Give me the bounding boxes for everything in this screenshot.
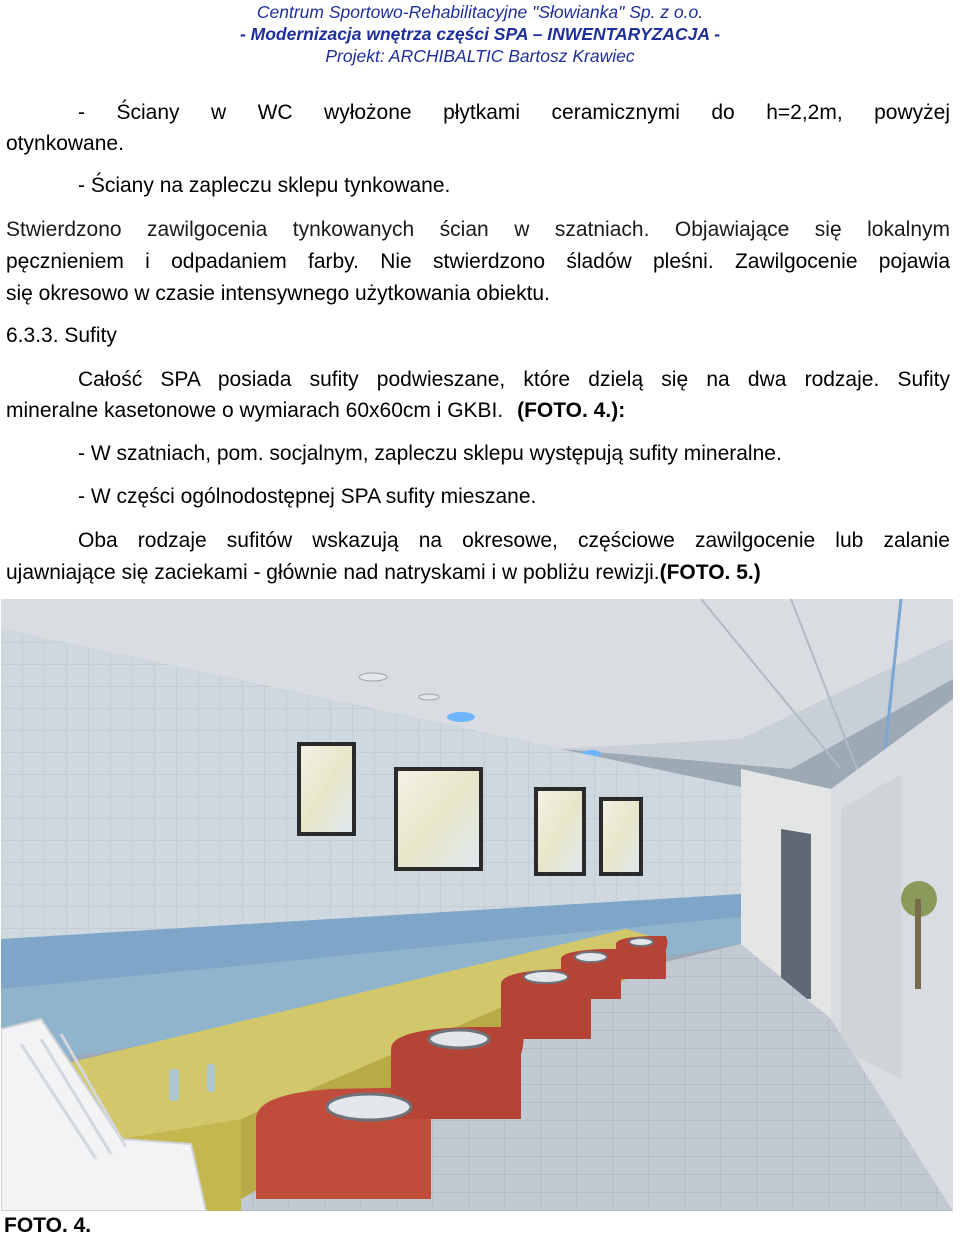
paragraph-ceilings-line1: Całość SPA posiada sufity podwieszane, które dzielą się na dwa rodzaje. Sufity bbox=[78, 368, 950, 391]
photo-spa-changing-area bbox=[1, 599, 953, 1211]
photo-caption: FOTO. 4. bbox=[4, 1214, 92, 1237]
photo-5-reference: (FOTO. 5.) bbox=[659, 561, 761, 584]
photo-illustration bbox=[1, 599, 953, 1211]
paragraph-walls-wc-line1: - Ściany w WC wyłożone płytkami ceramicznymi do h=2,2m, powyżej bbox=[78, 101, 950, 124]
section-heading-ceilings: 6.3.3. Sufity bbox=[6, 324, 117, 347]
document-header bbox=[0, 0, 960, 67]
paragraph-damp-line2: pęcznieniem i odpadaniem farby. Nie stwierdzono śladów pleśni. Zawilgocenie pojawia bbox=[6, 250, 950, 273]
header-architect: Projekt: ARCHIBALTIC Bartosz Krawiec bbox=[325, 46, 635, 66]
paragraph-damp-line1: Stwierdzono zawilgocenia tynkowanych ścian w szatniach. Objawiające się lokalnym bbox=[6, 218, 950, 241]
paragraph-both-types-line1: Oba rodzaje sufitów wskazują na okresowe, częściowe zawilgocenie lub zalanie bbox=[78, 529, 950, 552]
bullet-mineral-ceilings: - W szatniach, pom. socjalnym, zapleczu sklepu występują sufity mineralne. bbox=[78, 442, 782, 465]
paragraph-damp-line3: się okresowo w czasie intensywnego użytkowania obiektu. bbox=[6, 282, 550, 305]
paragraph-both-types-text: ujawniające się zaciekami - głównie nad natryskami i w pobliżu rewizji. bbox=[6, 561, 660, 584]
header-project-title: - Modernizacja wnętrza części SPA – INWENTARYZACJA - bbox=[239, 24, 721, 44]
header-company: Centrum Sportowo-Rehabilitacyjne "Słowianka" Sp. z o.o. bbox=[256, 2, 704, 22]
paragraph-ceilings-text: mineralne kasetonowe o wymiarach 60x60cm i GKBI. bbox=[6, 399, 504, 422]
bullet-mixed-ceilings: - W części ogólnodostępnej SPA sufity mieszane. bbox=[78, 485, 537, 508]
paragraph-both-types-line2 bbox=[6, 557, 950, 588]
paragraph-walls-wc-line2: otynkowane. bbox=[6, 132, 124, 155]
paragraph-ceilings-line2 bbox=[6, 395, 950, 426]
photo-4-reference: (FOTO. 4.): bbox=[517, 399, 626, 422]
paragraph-walls-shop: - Ściany na zapleczu sklepu tynkowane. bbox=[78, 174, 451, 197]
